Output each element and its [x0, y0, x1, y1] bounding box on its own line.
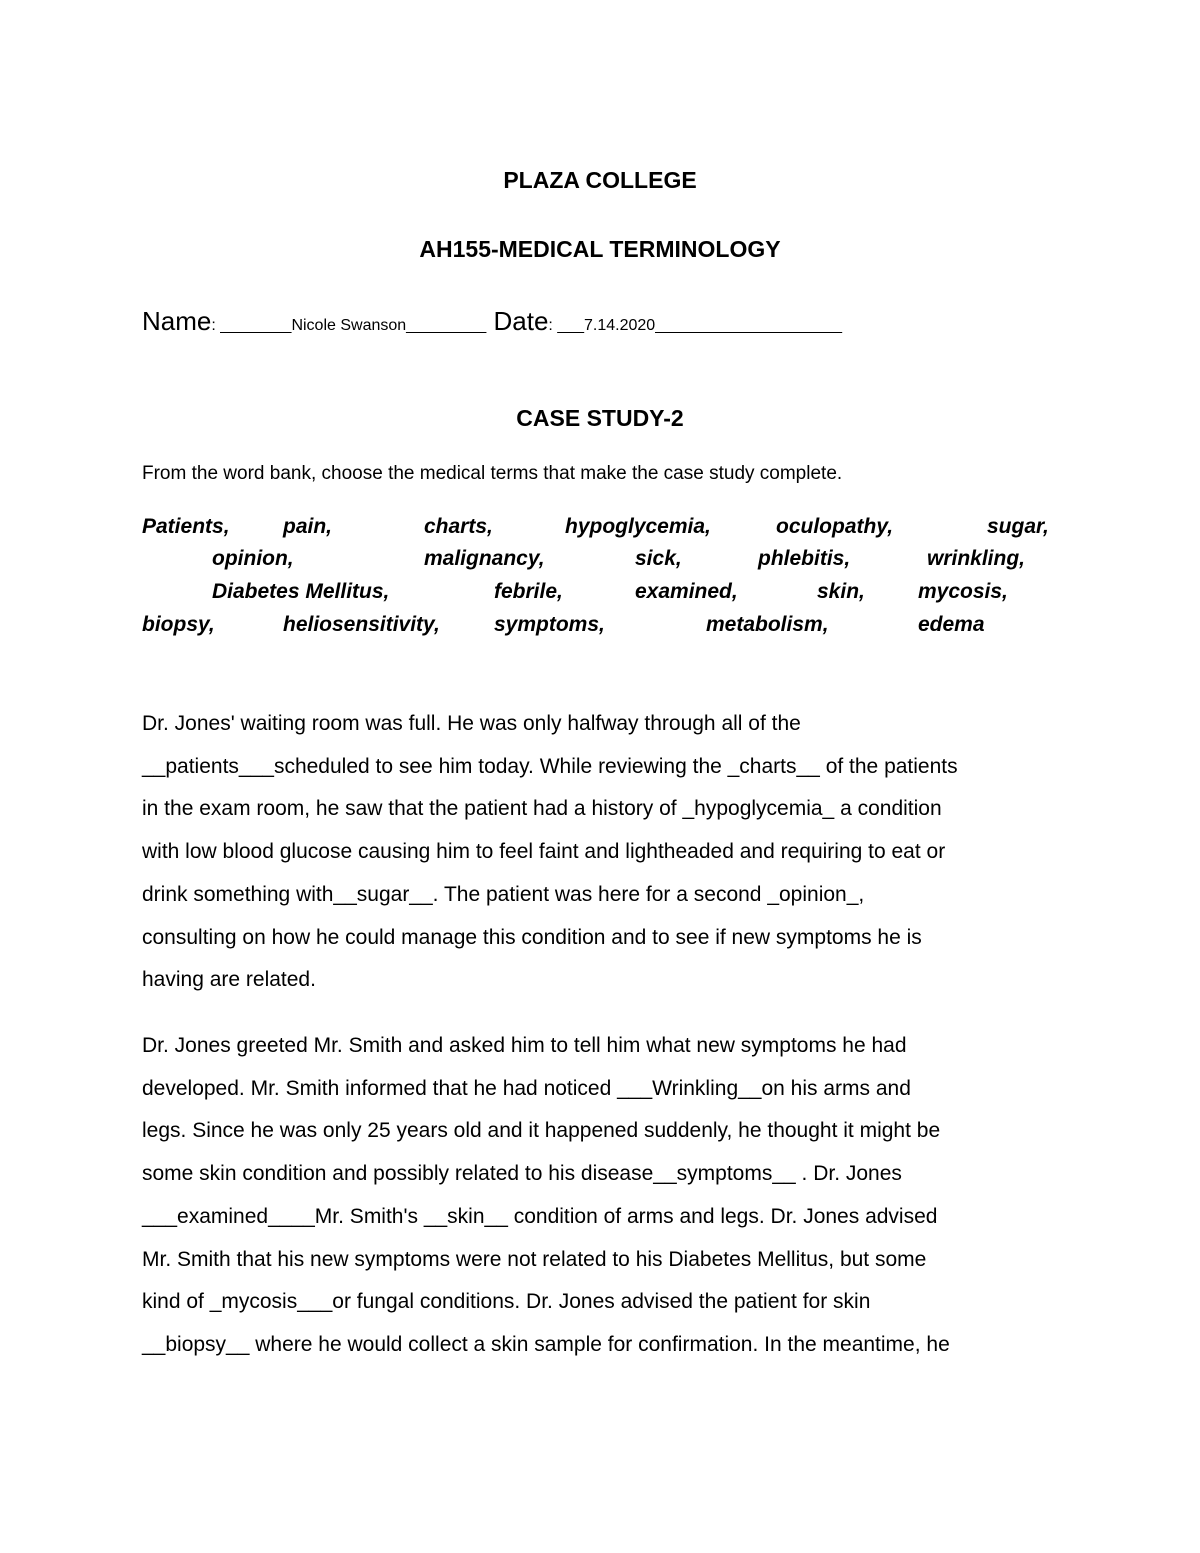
- date-separator: : ___: [548, 317, 585, 334]
- word-bank-term: oculopathy,: [776, 515, 894, 538]
- word-bank-term: skin,: [817, 580, 865, 603]
- paragraph-line: ___examined____Mr. Smith's __skin__ condition of arms and legs. Dr. Jones advised: [142, 1204, 938, 1228]
- paragraph-line: Dr. Jones' waiting room was full. He was only halfway through all of the: [142, 712, 801, 735]
- word-bank-term: opinion,: [212, 547, 294, 570]
- word-bank-term: sugar,: [987, 515, 1049, 538]
- word-bank-term: febrile,: [494, 580, 563, 603]
- word-bank-term: pain,: [283, 515, 333, 538]
- word-bank-term: charts,: [424, 515, 493, 538]
- paragraph-line: with low blood glucose causing him to feel faint and lightheaded and requiring to eat or: [142, 840, 946, 864]
- date-value: 7.14.2020: [584, 317, 656, 334]
- word-bank-term: Diabetes Mellitus,: [212, 580, 390, 603]
- case-paragraph-1: [142, 703, 1062, 1002]
- student-name: Nicole Swanson: [291, 317, 407, 334]
- paragraph-line: having are related.: [142, 968, 316, 992]
- date-trail: _____________________: [655, 317, 843, 334]
- word-bank-term: edema: [918, 613, 985, 636]
- name-trail: _________: [406, 317, 487, 334]
- word-bank-term: hypoglycemia,: [565, 515, 711, 538]
- case-study-title: CASE STUDY-2: [516, 405, 684, 431]
- word-bank-term: phlebitis,: [758, 547, 851, 570]
- course-title: AH155-MEDICAL TERMINOLOGY: [419, 236, 781, 262]
- word-bank-term: metabolism,: [706, 613, 829, 636]
- word-bank-term: Patients,: [142, 515, 230, 538]
- paragraph-line: kind of _mycosis___or fungal conditions. Dr. Jones advised the patient for skin: [142, 1290, 871, 1314]
- name-separator: : ________: [211, 317, 292, 334]
- paragraph-line: __patients___scheduled to see him today. While reviewing the _charts__ of the patients: [142, 754, 958, 778]
- word-bank-term: sick,: [635, 547, 682, 570]
- paragraph-line: Mr. Smith that his new symptoms were not related to his Diabetes Mellitus, but some: [142, 1247, 927, 1271]
- word-bank-term: symptoms,: [494, 613, 605, 636]
- instructions: From the word bank, choose the medical terms that make the case study complete.: [142, 463, 843, 484]
- paragraph-line: developed. Mr. Smith informed that he had noticed ___Wrinkling__on his arms and: [142, 1076, 911, 1100]
- paragraph-line: legs. Since he was only 25 years old and it happened suddenly, he thought it might be: [142, 1119, 941, 1143]
- word-bank-term: mycosis,: [918, 580, 1008, 603]
- paragraph-line: some skin condition and possibly related to his disease__symptoms__ . Dr. Jones: [142, 1162, 902, 1186]
- college-title: PLAZA COLLEGE: [503, 167, 697, 193]
- paragraph-line: Dr. Jones greeted Mr. Smith and asked him to tell him what new symptoms he had: [142, 1034, 907, 1057]
- word-bank-term: wrinkling,: [927, 547, 1026, 570]
- name-label: Name: [142, 306, 212, 336]
- word-bank-term: heliosensitivity,: [283, 613, 440, 636]
- date-label: Date: [493, 306, 549, 336]
- name-date-line: [142, 306, 842, 337]
- paragraph-line: __biopsy__ where he would collect a skin sample for confirmation. In the meantime, he: [142, 1332, 950, 1356]
- case-paragraph-2: [142, 1025, 1062, 1367]
- paragraph-line: in the exam room, he saw that the patient had a history of _hypoglycemia_ a condition: [142, 797, 942, 821]
- word-bank-term: biopsy,: [142, 613, 215, 636]
- paragraph-line: drink something with__sugar__. The patient was here for a second _opinion_,: [142, 882, 865, 906]
- word-bank-term: examined,: [635, 580, 738, 603]
- word-bank-term: malignancy,: [424, 547, 545, 570]
- paragraph-line: consulting on how he could manage this condition and to see if new symptoms he is: [142, 925, 922, 949]
